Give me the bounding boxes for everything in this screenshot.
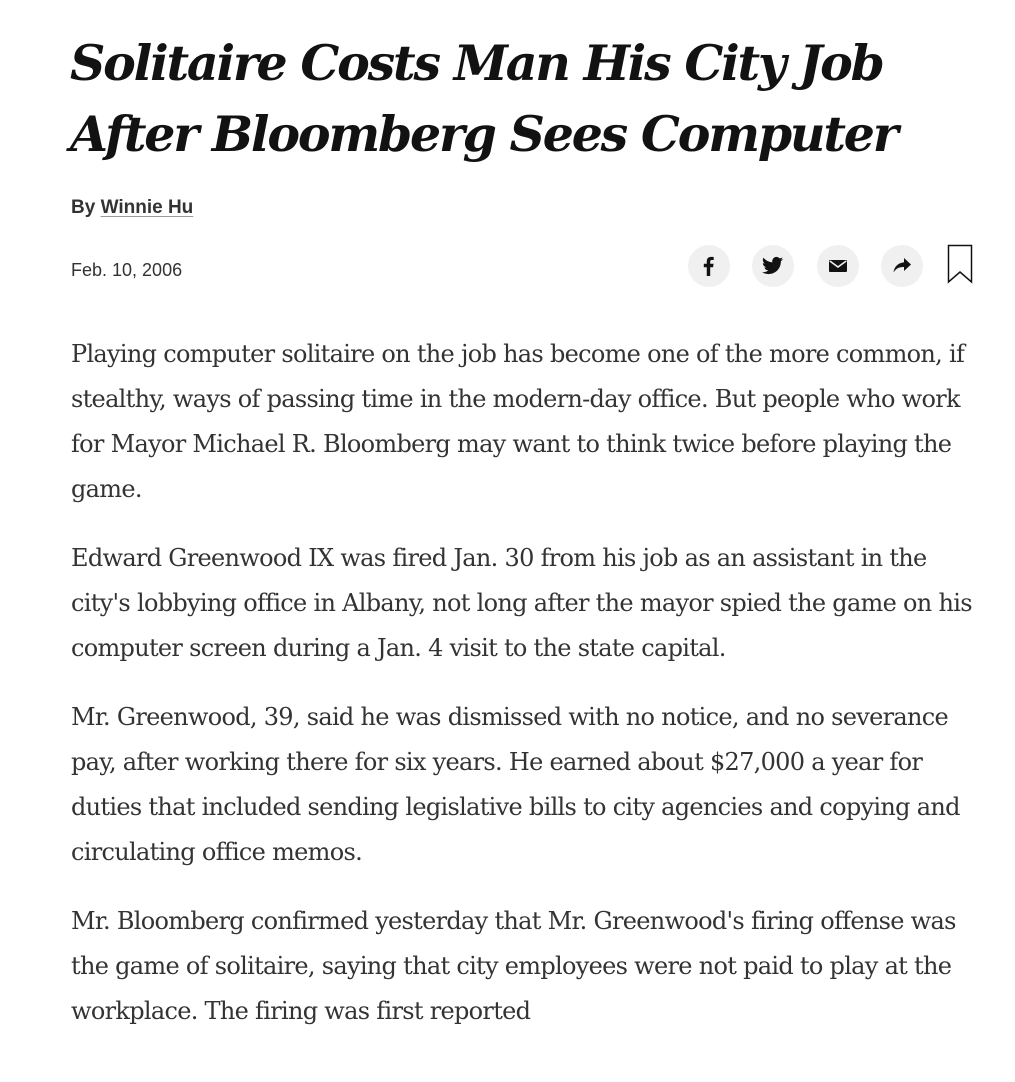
publish-date: Feb. 10, 2006: [71, 260, 183, 280]
share-facebook-button[interactable]: [688, 245, 730, 287]
headline: Solitaire Costs Man His City Job After Bloomberg Sees Computer: [70, 34, 897, 163]
share-twitter-button[interactable]: [752, 245, 794, 287]
paragraph-2: Edward Greenwood IX was fired Jan. 30 from his job as an assistant in the city's lobbying office in Albany, not long after the mayor spied the game on his computer screen during a Jan. 4 visit to the state capital.: [71, 544, 972, 662]
byline: [71, 197, 193, 219]
twitter-icon: [762, 256, 784, 276]
bookmark-button[interactable]: [944, 245, 976, 287]
paragraph-1: Playing computer solitaire on the job has become one of the more common, if stealthy, ways of passing time in the modern-day office. But people who work for Mayor Michael R. Bloomberg may want to think twice before playing the game.: [71, 340, 965, 503]
share-toolbar: [688, 245, 978, 287]
byline-prefix: By: [71, 197, 101, 218]
paragraph-4: Mr. Bloomberg confirmed yesterday that Mr. Greenwood's firing offense was the game of solitaire, saying that city employees were not paid to play at the workplace. The firing was first reported: [71, 907, 956, 1025]
bookmark-icon: [947, 244, 973, 289]
article-body: [71, 332, 976, 1058]
facebook-icon: [699, 255, 719, 277]
share-email-button[interactable]: [817, 245, 859, 287]
paragraph-3: Mr. Greenwood, 39, said he was dismissed with no notice, and no severance pay, after working there for six years. He earned about $27,000 a year for duties that included sending legislative bills to city agencies and copying and circulating office memos.: [71, 703, 960, 866]
author-link[interactable]: Winnie Hu: [100, 197, 194, 218]
share-arrow-icon: [892, 257, 912, 275]
share-more-button[interactable]: [881, 245, 923, 287]
email-icon: [828, 258, 848, 274]
